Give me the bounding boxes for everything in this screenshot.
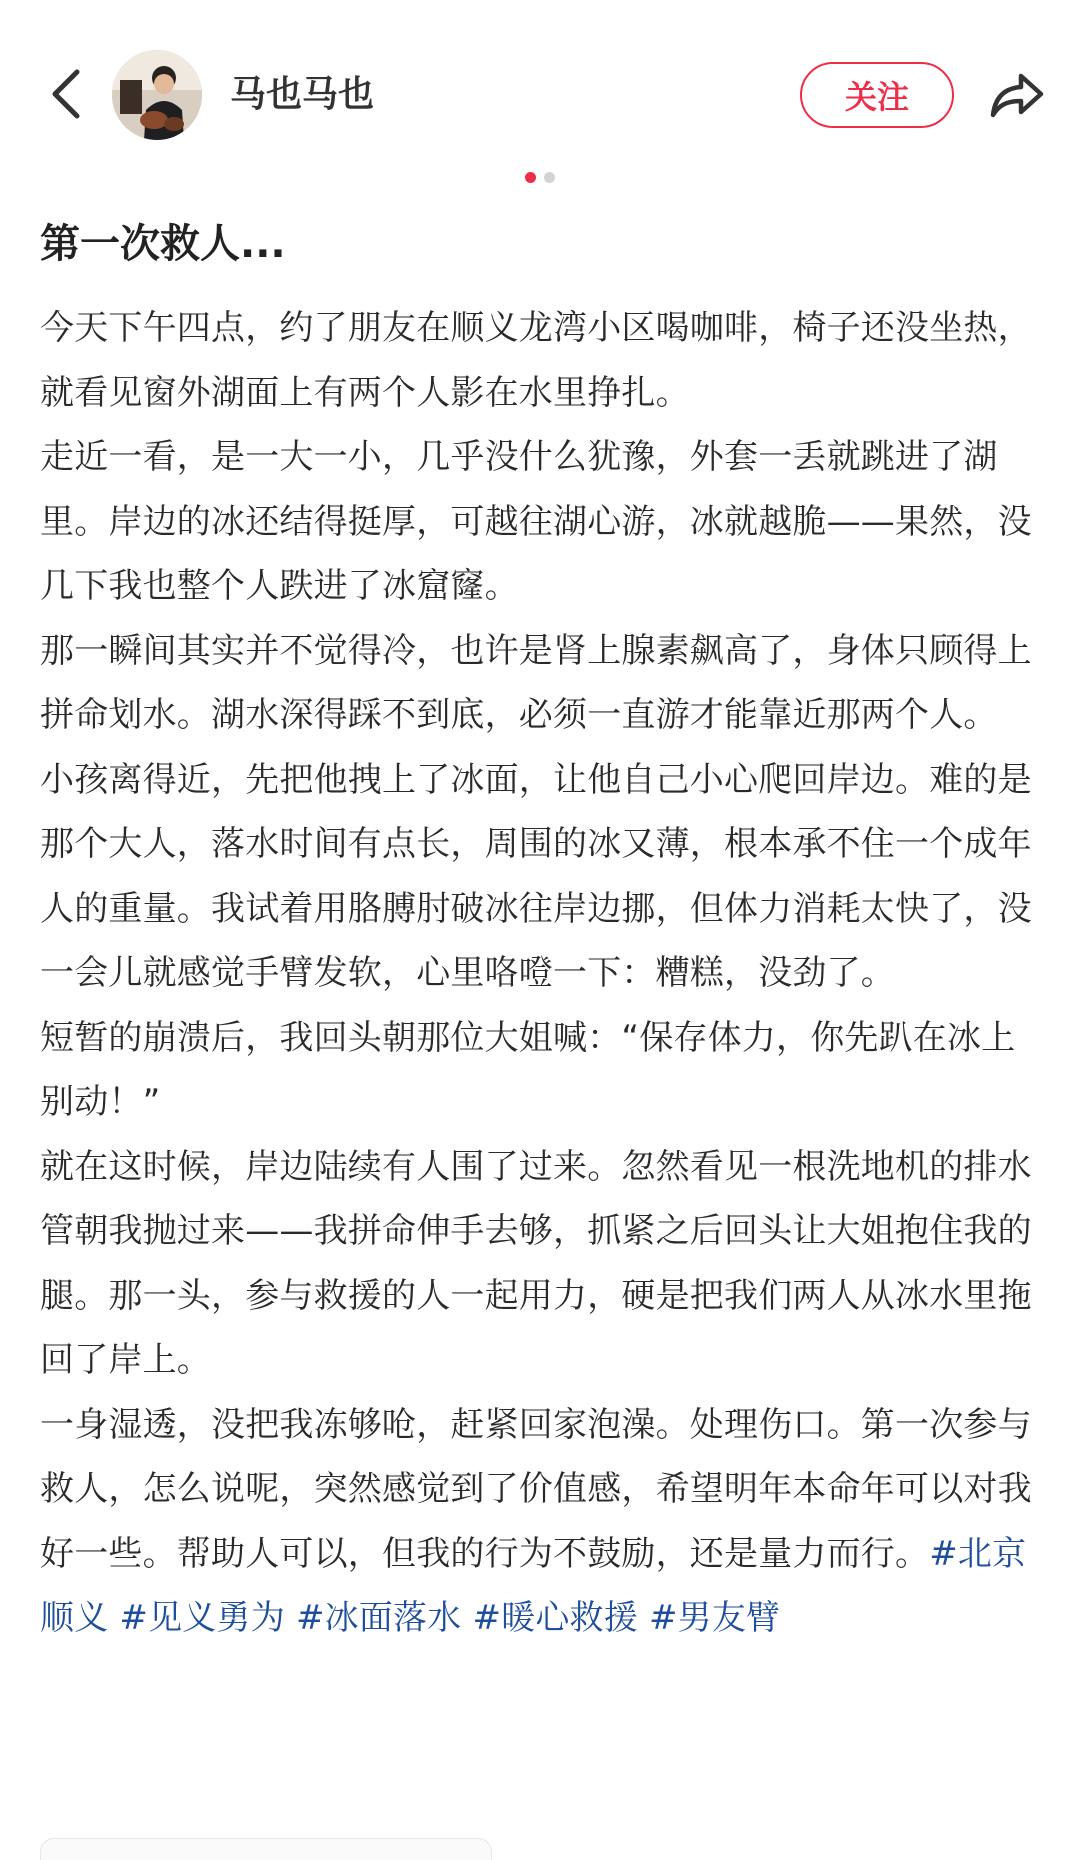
carousel-indicator <box>0 172 1080 184</box>
note-paragraph: 就在这时候，岸边陆续有人围了过来。忽然看见一根洗地机的排水管朝我抛过来——我拼命伸手去够，抓紧之后回头让大姐抱住我的腿。那一头，参与救援的人一起用力，硬是把我们两人从冰水里拖回了岸上。 <box>40 1146 1032 1380</box>
follow-button[interactable]: 关注 <box>800 62 954 128</box>
author-name[interactable]: 马也马也 <box>230 74 375 115</box>
note-paragraph: 走近一看，是一大一小，几乎没什么犹豫，外套一丢就跳进了湖里。岸边的冰还结得挺厚，可越往湖心游，冰就越脆——果然，没几下我也整个人跌进了冰窟窿。 <box>40 437 1032 606</box>
hashtag-link[interactable]: #见义勇为 <box>119 1598 285 1638</box>
back-button[interactable] <box>40 68 92 120</box>
note-paragraph: 小孩离得近，先把他拽上了冰面，让他自己小心爬回岸边。难的是那个大人，落水时间有点长，周围的冰又薄，根本承不住一个成年人的重量。我试着用胳膊肘破冰往岸边挪，但体力消耗太快了，没一会儿就感觉手臂发软，心里咯噔一下：糟糕，没劲了。 <box>40 759 1032 993</box>
avatar-photo <box>112 50 202 140</box>
note-paragraph-last <box>40 1393 1045 1651</box>
chevron-left-icon <box>49 68 83 120</box>
carousel-dot <box>544 172 555 183</box>
note-paragraph-text: 一身湿透，没把我冻够呛，赶紧回家泡澡。处理伤口。第一次参与救人，怎么说呢，突然感觉到了价值感，希望明年本命年可以对我好一些。帮助人可以，但我的行为不鼓励，还是量力而行。 <box>40 1404 1032 1574</box>
note-title: 第一次救人... <box>40 221 286 267</box>
carousel-dot-active <box>525 172 536 183</box>
share-button[interactable] <box>988 66 1046 124</box>
bottom-comment-bar[interactable] <box>40 1838 492 1860</box>
header <box>0 0 1080 170</box>
hashtag-link[interactable]: #暖心救援 <box>472 1598 638 1638</box>
note-paragraph: 今天下午四点，约了朋友在顺义龙湾小区喝咖啡，椅子还没坐热，就看见窗外湖面上有两个人影在水里挣扎。 <box>40 308 1032 413</box>
hashtag-link[interactable]: #男友臂 <box>648 1598 781 1638</box>
hashtag-link[interactable]: #冰面落水 <box>295 1598 462 1638</box>
share-arrow-icon <box>989 70 1045 120</box>
note-paragraph: 那一瞬间其实并不觉得冷，也许是肾上腺素飙高了，身体只顾得上拼命划水。湖水深得踩不到底，必须一直游才能靠近那两个人。 <box>40 630 1032 735</box>
avatar[interactable] <box>112 50 202 140</box>
hashtag-link[interactable]: #北京顺义 <box>40 1533 1027 1638</box>
note-body <box>40 296 1045 1651</box>
note-paragraph: 短暂的崩溃后，我回头朝那位大姐喊：“保存体力，你先趴在冰上别动！” <box>40 1017 1016 1122</box>
